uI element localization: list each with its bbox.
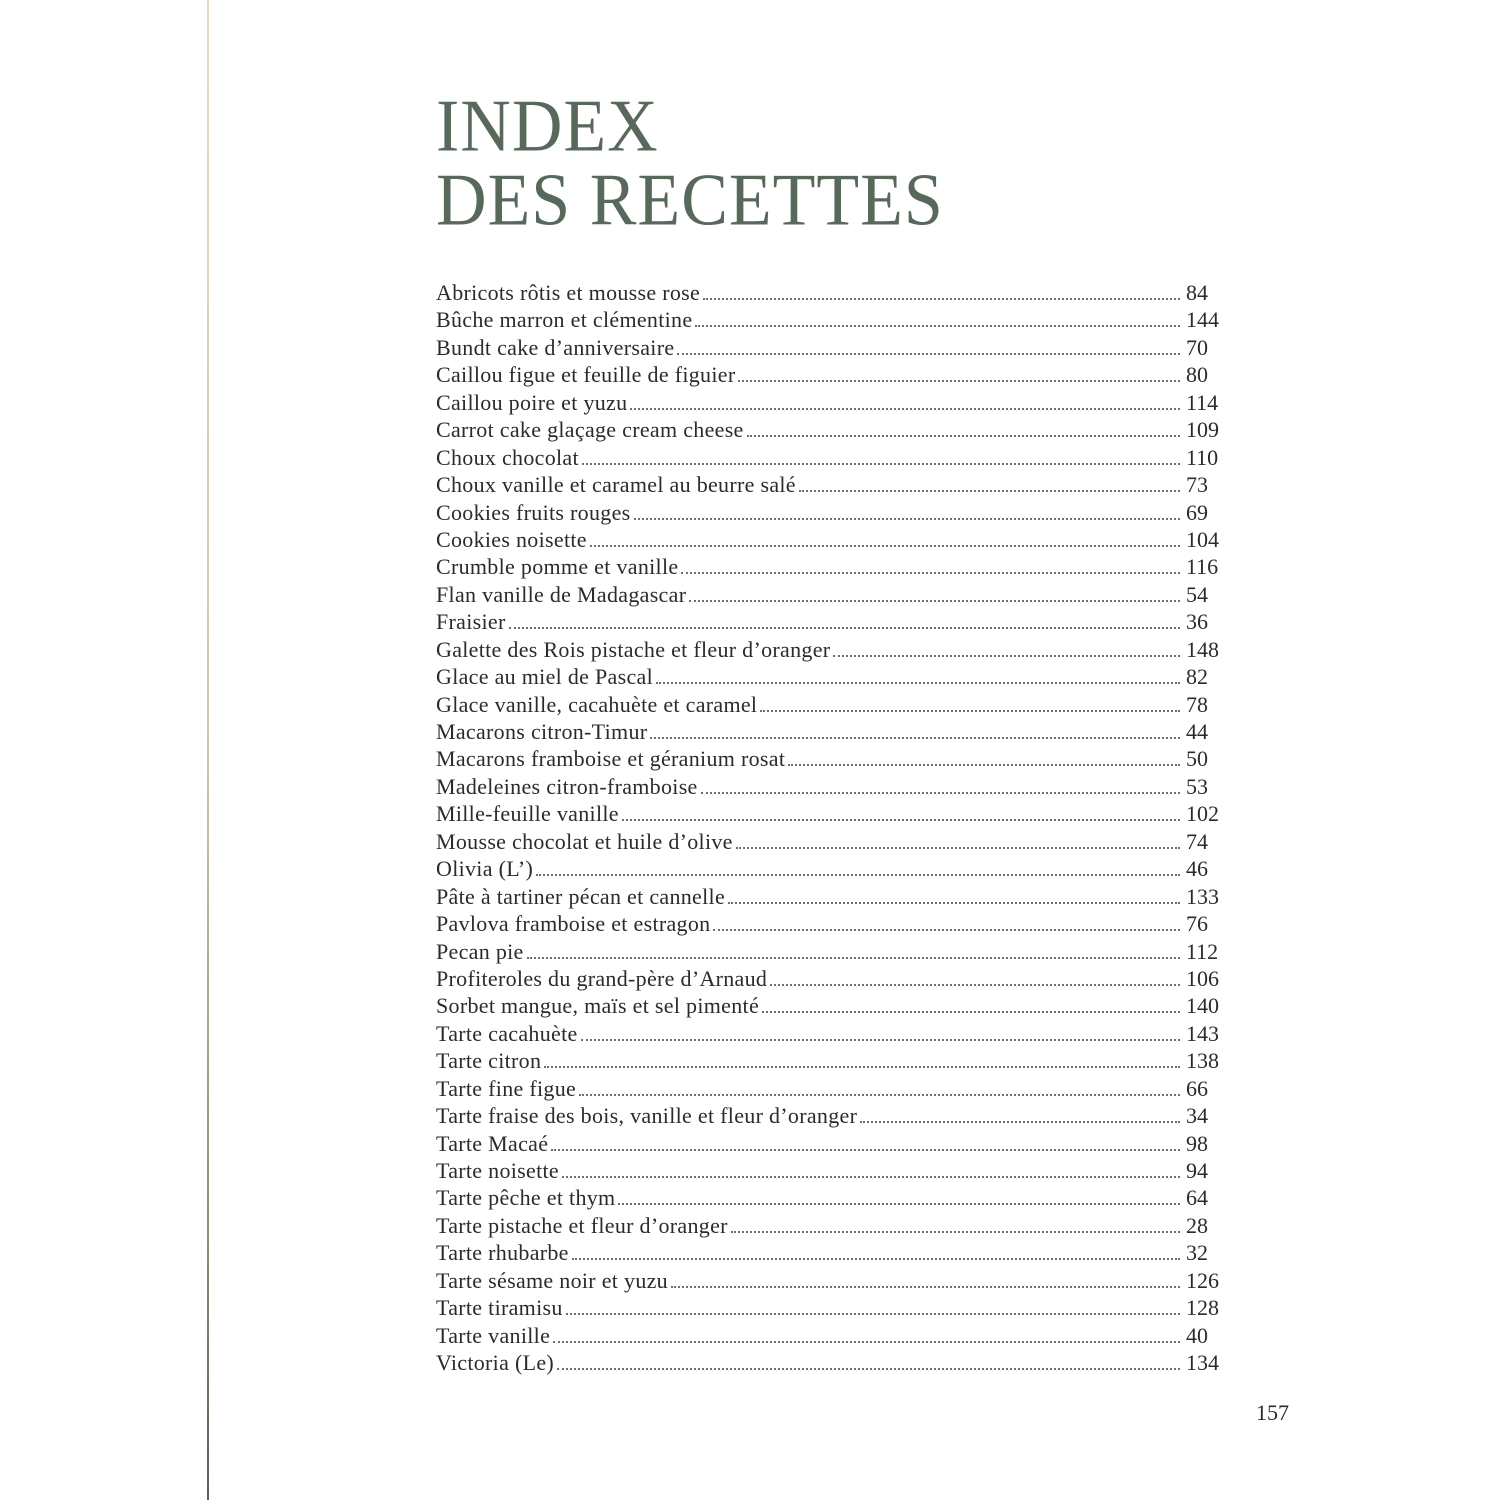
- recipe-name: Tarte fine figue: [436, 1075, 577, 1101]
- page-reference: 140: [1186, 993, 1219, 1019]
- page-title: [436, 85, 944, 242]
- page-number: 157: [1256, 1400, 1289, 1425]
- index-entry: [436, 1350, 1224, 1377]
- page-reference: 34: [1186, 1103, 1208, 1129]
- page-reference: 148: [1186, 636, 1219, 662]
- page-title-line-2: DES RECETTES: [436, 159, 944, 242]
- page-reference: 64: [1186, 1185, 1208, 1211]
- page-reference: 76: [1186, 911, 1208, 937]
- recipe-name: Flan vanille de Madagascar: [436, 581, 687, 607]
- recipe-name: Pavlova framboise et estragon: [436, 911, 711, 937]
- page-reference: 66: [1186, 1075, 1208, 1101]
- recipe-name: Cookies noisette: [436, 526, 587, 552]
- recipe-name: Tarte cacahuète: [436, 1020, 578, 1046]
- recipe-name: Glace au miel de Pascal: [436, 664, 654, 690]
- index-entry: [436, 582, 1224, 609]
- dot-leader: [557, 1367, 1180, 1370]
- page-reference: 98: [1186, 1130, 1208, 1156]
- dot-leader: [590, 544, 1180, 547]
- dot-leader: [738, 379, 1180, 382]
- index-entry: [436, 500, 1224, 527]
- page-reference: 80: [1186, 362, 1208, 388]
- recipe-name: Sorbet mangue, maïs et sel pimenté: [436, 993, 760, 1019]
- page-reference: 102: [1186, 801, 1219, 827]
- dot-leader: [762, 1010, 1180, 1013]
- index-entry: [436, 1048, 1224, 1075]
- dot-leader: [695, 324, 1180, 327]
- index-entry: [436, 307, 1224, 334]
- index-entry: [436, 1158, 1224, 1185]
- recipe-name: Glace vanille, cacahuète et caramel: [436, 691, 758, 717]
- index-entry: [436, 362, 1224, 389]
- index-entry: [436, 472, 1224, 499]
- dot-leader: [553, 1340, 1180, 1343]
- recipe-name: Bundt cake d’anniversaire: [436, 334, 675, 360]
- recipe-name: Tarte fraise des bois, vanille et fleur d’oranger: [436, 1103, 858, 1129]
- index-entry: [436, 1103, 1224, 1130]
- page-reference: 53: [1186, 773, 1208, 799]
- page-reference: 116: [1186, 554, 1219, 580]
- page-reference: 109: [1186, 417, 1219, 443]
- dot-leader: [770, 983, 1180, 986]
- recipe-name: Caillou poire et yuzu: [436, 389, 628, 415]
- index-entry: [436, 1213, 1224, 1240]
- page-reference: 126: [1186, 1267, 1219, 1293]
- recipe-name: Victoria (Le): [436, 1350, 555, 1376]
- index-entry: [436, 609, 1224, 636]
- dot-leader: [701, 791, 1180, 794]
- page-reference: 69: [1186, 499, 1208, 525]
- page-reference: 36: [1186, 609, 1208, 635]
- page-reference: 28: [1186, 1212, 1208, 1238]
- index-entry: [436, 445, 1224, 472]
- index-entry: [436, 801, 1224, 828]
- index-entry: [436, 1295, 1224, 1322]
- dot-leader: [622, 818, 1180, 821]
- dot-leader: [544, 1065, 1180, 1068]
- index-entry: [436, 1268, 1224, 1295]
- dot-leader: [713, 928, 1180, 931]
- recipe-name: Pâte à tartiner pécan et cannelle: [436, 883, 726, 909]
- index-entry: [436, 1021, 1224, 1048]
- recipe-name: Tarte citron: [436, 1048, 542, 1074]
- recipe-name: Tarte noisette: [436, 1158, 559, 1183]
- page-reference: 54: [1186, 581, 1208, 607]
- page-reference: 82: [1186, 664, 1208, 690]
- index-entry: [436, 335, 1224, 362]
- dot-leader: [579, 1093, 1180, 1096]
- dot-leader: [736, 846, 1180, 849]
- page-reference: 143: [1186, 1020, 1219, 1046]
- recipe-name: Mousse chocolat et huile d’olive: [436, 828, 733, 854]
- dot-leader: [689, 599, 1180, 602]
- page-reference: 70: [1186, 334, 1208, 360]
- dot-leader: [618, 1202, 1180, 1205]
- page-reference: 104: [1186, 526, 1219, 552]
- page-reference: 112: [1186, 938, 1219, 964]
- recipe-name: Madeleines citron-framboise: [436, 773, 698, 799]
- index-entry: [436, 829, 1224, 856]
- page-reference: 144: [1186, 307, 1219, 333]
- page-reference: 110: [1186, 444, 1219, 470]
- recipe-name: Crumble pomme et vanille: [436, 554, 679, 580]
- index-entry: [436, 280, 1224, 307]
- dot-leader: [656, 681, 1180, 684]
- page-reference: 74: [1186, 828, 1208, 854]
- recipe-name: Profiteroles du grand-père d’Arnaud: [436, 965, 768, 991]
- recipe-name: Fraisier: [436, 609, 506, 635]
- recipe-name: Tarte vanille: [436, 1322, 551, 1348]
- recipe-name: Macarons citron-Timur: [436, 719, 648, 744]
- index-entry: [436, 527, 1224, 554]
- dot-leader: [788, 763, 1180, 766]
- page-reference: 50: [1186, 746, 1208, 772]
- page-reference: 133: [1186, 883, 1219, 909]
- recipe-name: Bûche marron et clémentine: [436, 307, 693, 333]
- recipe-name: Mille-feuille vanille: [436, 801, 619, 827]
- dot-leader: [562, 1175, 1180, 1178]
- dot-leader: [630, 407, 1180, 410]
- page-reference: 134: [1186, 1350, 1219, 1376]
- recipe-name: Choux chocolat: [436, 444, 579, 470]
- dot-leader: [634, 517, 1180, 520]
- index-entry: [436, 884, 1224, 911]
- dot-leader: [799, 489, 1180, 492]
- index-entry: [436, 1185, 1224, 1212]
- index-entry: [436, 746, 1224, 773]
- dot-leader: [536, 873, 1180, 876]
- index-entry: [436, 939, 1224, 966]
- dot-leader: [582, 462, 1180, 465]
- book-gutter-line: [207, 0, 209, 1500]
- recipe-name: Tarte Macaé: [436, 1130, 549, 1156]
- dot-leader: [509, 626, 1180, 629]
- recipe-name: Macarons framboise et géranium rosat: [436, 746, 786, 772]
- dot-leader: [671, 1285, 1180, 1288]
- dot-leader: [650, 736, 1180, 739]
- page-reference: 138: [1186, 1048, 1219, 1074]
- page-reference: 106: [1186, 965, 1219, 991]
- page-reference: 46: [1186, 856, 1208, 882]
- index-entry: [436, 554, 1224, 581]
- dot-leader: [581, 1038, 1180, 1041]
- dot-leader: [728, 901, 1180, 904]
- index-entry: [436, 1240, 1224, 1267]
- index-entry: [436, 1131, 1224, 1158]
- recipe-name: Tarte tiramisu: [436, 1295, 563, 1321]
- page-reference: 78: [1186, 691, 1208, 717]
- recipe-name: Pecan pie: [436, 938, 524, 964]
- recipe-name: Abricots rôtis et mousse rose: [436, 280, 701, 305]
- dot-leader: [566, 1312, 1180, 1315]
- recipe-name: Olivia (L’): [436, 856, 534, 882]
- index-entry: [436, 774, 1224, 801]
- dot-leader: [860, 1120, 1180, 1123]
- dot-leader: [677, 352, 1180, 355]
- recipe-name: Carrot cake glaçage cream cheese: [436, 417, 744, 443]
- index-entry: [436, 911, 1224, 938]
- index-entry: [436, 664, 1224, 691]
- recipe-index-list: [436, 280, 1224, 1378]
- page-reference: 94: [1186, 1158, 1208, 1183]
- index-entry: [436, 390, 1224, 417]
- dot-leader: [572, 1257, 1180, 1260]
- dot-leader: [681, 571, 1180, 574]
- dot-leader: [551, 1148, 1180, 1151]
- dot-leader: [527, 956, 1180, 959]
- recipe-name: Cookies fruits rouges: [436, 499, 631, 525]
- recipe-name: Tarte sésame noir et yuzu: [436, 1267, 668, 1293]
- index-entry: [436, 1323, 1224, 1350]
- dot-leader: [760, 709, 1180, 712]
- recipe-name: Tarte pistache et fleur d’oranger: [436, 1212, 728, 1238]
- index-entry: [436, 966, 1224, 993]
- index-entry: [436, 1076, 1224, 1103]
- dot-leader: [747, 434, 1180, 437]
- page-title-line-1: INDEX: [436, 85, 659, 168]
- dot-leader: [731, 1230, 1180, 1233]
- page-reference: 44: [1186, 719, 1208, 744]
- page-reference: 84: [1186, 280, 1208, 305]
- page-reference: 114: [1186, 389, 1219, 415]
- recipe-name: Choux vanille et caramel au beurre salé: [436, 472, 796, 498]
- page-reference: 128: [1186, 1295, 1219, 1321]
- recipe-name: Tarte rhubarbe: [436, 1240, 569, 1266]
- index-entry: [436, 719, 1224, 746]
- recipe-name: Caillou figue et feuille de figuier: [436, 362, 736, 388]
- index-entry: [436, 856, 1224, 883]
- page-reference: 32: [1186, 1240, 1208, 1266]
- index-entry: [436, 692, 1224, 719]
- index-entry: [436, 993, 1224, 1020]
- recipe-name: Galette des Rois pistache et fleur d’oranger: [436, 636, 831, 662]
- dot-leader: [703, 297, 1180, 300]
- dot-leader: [833, 654, 1180, 657]
- page-reference: 73: [1186, 472, 1208, 498]
- page-reference: 40: [1186, 1322, 1208, 1348]
- index-entry: [436, 417, 1224, 444]
- index-entry: [436, 637, 1224, 664]
- recipe-name: Tarte pêche et thym: [436, 1185, 616, 1211]
